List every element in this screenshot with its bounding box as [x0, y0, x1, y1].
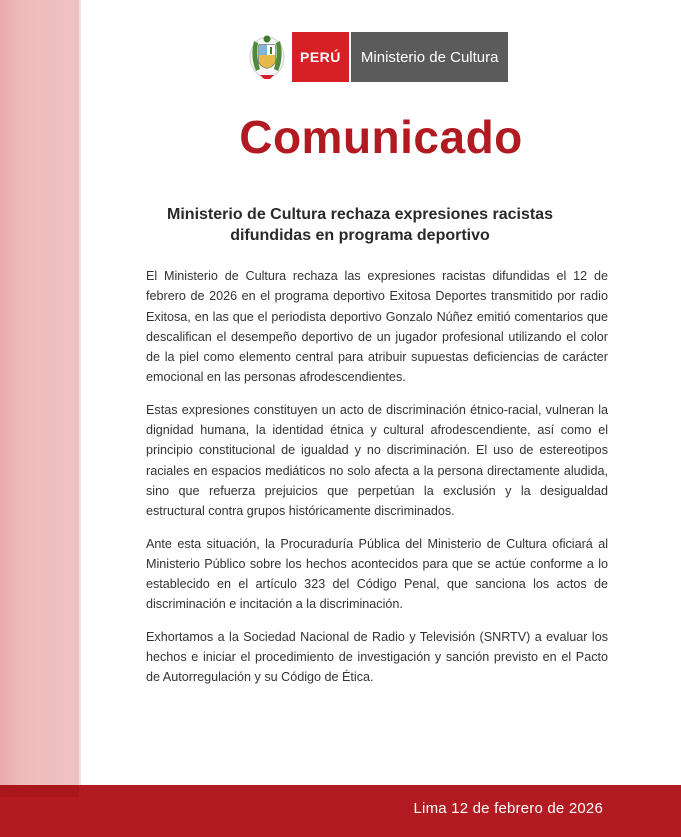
paragraph-1: El Ministerio de Cultura rechaza las expresiones racistas difundidas el 12 de febrero de 2026 en el programa deportivo Exitosa Deportes transmitido por radio Exitosa, en las que el periodista deportivo Gonzalo Núñez emitió comentarios que descalifican el desempeño deportivo de un jugador profesional utilizando el color de la piel como elemento central para atribuir supuestas deficiencias de carácter emocional en las personas afrodescendientes.	[146, 269, 608, 385]
paragraph-4: Exhortamos a la Sociedad Nacional de Radio y Televisión (SNRTV) a evaluar los hechos e iniciar el procedimiento de investigación y sanción previsto en el Pacto de Autorregulación y su Código de Ética.	[146, 629, 608, 685]
subtitle-line-2: difundidas en programa deportivo	[230, 227, 490, 244]
coat-of-arms-icon	[248, 33, 286, 81]
ministry-label: Ministerio de Cultura	[349, 32, 509, 82]
ministry-logo	[248, 32, 508, 82]
footer-band-shade	[0, 785, 79, 797]
page-title: Comunicado	[239, 111, 523, 163]
left-decorative-band	[0, 0, 79, 795]
statement-body	[146, 266, 608, 700]
footer-date: Lima 12 de febrero de 2026	[413, 800, 603, 817]
subtitle	[120, 204, 600, 246]
paragraph-2: Estas expresiones constituyen un acto de discriminación étnico-racial, vulneran la dignidad humana, la identidad étnica y cultural afrodescendiente, así como el principio constitucional de igualdad y no discriminación. El uso de estereotipos raciales en espacios mediáticos no solo afecta a la persona directamente aludida, sino que refuerza prejuicios que perpetúan la exclusión y la desigualdad estructural contra grupos históricamente discriminados.	[146, 402, 608, 519]
paragraph-3: Ante esta situación, la Procuraduría Pública del Ministerio de Cultura oficiará al Ministerio Público sobre los hechos acontecidos para que se actúe conforme a lo establecido en el artículo 323 del Código Penal, que sanciona los actos de discriminación e incitación a la discriminación.	[146, 536, 608, 612]
peru-label: PERÚ	[292, 32, 349, 82]
subtitle-line-1: Ministerio de Cultura rechaza expresiones racistas	[167, 206, 553, 223]
